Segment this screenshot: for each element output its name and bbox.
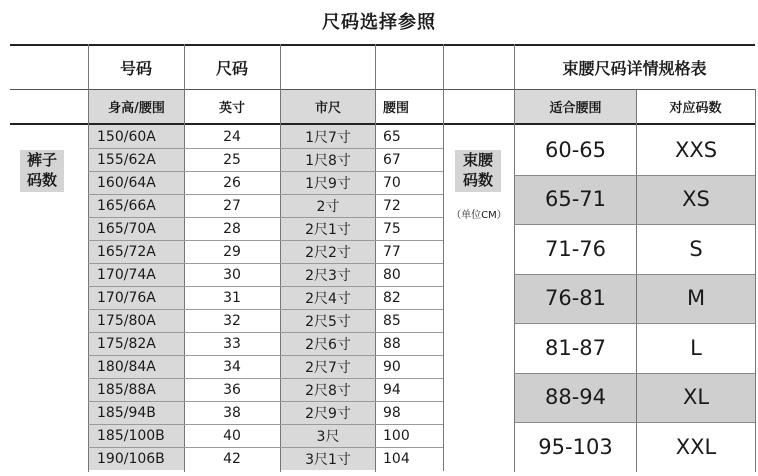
row-divider [88,263,443,264]
pants-height-waist-cell: 170/74A [89,263,184,286]
pants-height-waist-cell: 170/76A [89,286,184,309]
pants-inch-cell: 28 [223,220,241,237]
pants-inch-cell: 32 [223,312,241,329]
row-divider [88,194,443,195]
waist-size-code-cell: XS [637,175,755,225]
row-divider [88,309,443,310]
pants-waist-cell: 70 [383,174,401,191]
pants-waist-cell: 104 [383,450,410,467]
pants-size-label [20,150,64,192]
subheader-height-waist: 身高/腰围 [89,90,184,123]
waist-size-code-cell: XL [637,373,755,423]
pants-inch-cell: 33 [223,335,241,352]
waist-size-code-cell: XXS [674,137,718,162]
pants-height-waist-cell: 165/70A [89,217,184,240]
pants-shichi-cell: 2尺1寸 [281,217,375,240]
pants-height-waist-cell: 160/64A [89,171,184,194]
subheader-inch: 英寸 [218,101,245,116]
pants-shichi-cell: 2尺6寸 [281,332,375,355]
pants-inch-cell: 38 [223,404,241,421]
waist-range-cell: 81-87 [544,335,607,360]
pants-inch-cell: 40 [223,427,241,444]
pants-height-waist-cell: 175/80A [89,309,184,332]
waist-size-code-cell: S [689,236,703,261]
subheader-size-code: 对应码数 [669,101,722,116]
pants-shichi-cell: 3尺1寸 [281,447,375,470]
pants-inch-cell: 24 [223,128,241,145]
waist-range-cell: 76-81 [515,274,636,324]
row-divider [88,424,443,425]
waist-label-line2: 码数 [462,171,493,189]
row-divider [514,323,755,324]
row-divider [514,224,755,225]
pants-shichi-cell: 2寸 [281,194,375,217]
waist-size-code-cell: XXL [675,434,717,459]
waist-range-cell: 95-103 [538,434,613,459]
pants-shichi-cell: 2尺3寸 [281,263,375,286]
pants-waist-cell: 77 [383,243,401,260]
pants-label-line2: 码数 [26,171,57,189]
pants-height-waist-cell: 185/88A [89,378,184,401]
waist-range-cell: 60-65 [544,137,607,162]
row-divider [514,175,755,176]
pants-height-waist-cell: 185/100B [89,424,184,447]
pants-shichi-cell: 1尺8寸 [281,148,375,171]
waist-size-code-cell: M [637,274,755,324]
pants-waist-cell: 100 [383,427,410,444]
pants-shichi-cell: 2尺8寸 [281,378,375,401]
row-divider [88,171,443,172]
pants-height-waist-cell: 155/62A [89,148,184,171]
pants-waist-cell: 90 [383,358,401,375]
pants-waist-cell: 67 [383,151,401,168]
pants-inch-cell: 27 [223,197,241,214]
pants-shichi-cell: 2尺9寸 [281,401,375,424]
pants-inch-cell: 34 [223,358,241,375]
header-hao-ma: 号码 [119,59,152,78]
pants-inch-cell: 26 [223,174,241,191]
row-divider [88,355,443,356]
pants-shichi-cell: 1尺9寸 [281,171,375,194]
pants-shichi-cell: 2尺5寸 [281,309,375,332]
pants-height-waist-cell: 180/84A [89,355,184,378]
subheader-fit-waist: 适合腰围 [515,90,636,123]
unit-note: （单位CM） [451,210,507,221]
row-divider [514,373,755,374]
pants-inch-cell: 42 [223,450,241,467]
pants-height-waist-cell: 190/106B [89,447,184,470]
pants-waist-cell: 85 [383,312,401,329]
waist-range-cell: 65-71 [515,175,636,225]
pants-inch-cell: 36 [223,381,241,398]
subheader-shi-chi: 市尺 [281,90,375,123]
col-divider [755,89,756,472]
pants-waist-cell: 82 [383,289,401,306]
row-divider [88,286,443,287]
pants-waist-cell: 65 [383,128,401,145]
pants-waist-cell: 98 [383,404,401,421]
pants-inch-cell: 29 [223,243,241,260]
col-divider [443,124,444,471]
pants-label-line1: 裤子 [26,151,57,169]
pants-height-waist-cell: 165/66A [89,194,184,217]
row-divider [88,447,443,448]
row-divider [514,422,755,423]
row-divider [88,148,443,149]
pants-shichi-cell: 2尺7寸 [281,355,375,378]
row-divider [88,217,443,218]
pants-shichi-cell: 1尺7寸 [281,125,375,148]
pants-waist-cell: 75 [383,220,401,237]
pants-waist-cell: 88 [383,335,401,352]
header-chi-ma: 尺码 [215,59,248,78]
row-divider [88,401,443,402]
page-title: 尺码选择参照 [322,12,436,33]
row-divider [88,378,443,379]
waist-size-code-cell: L [690,335,702,360]
pants-waist-cell: 80 [383,266,401,283]
waist-label-line1: 束腰 [462,151,493,169]
waist-range-cell: 88-94 [515,373,636,423]
row-divider [88,240,443,241]
waist-size-label [455,150,501,192]
waist-range-cell: 71-76 [544,236,607,261]
pants-inch-cell: 25 [223,151,241,168]
pants-height-waist-cell: 185/94B [89,401,184,424]
col-divider [443,44,444,124]
subheader-waist: 腰围 [383,101,410,116]
pants-waist-cell: 72 [383,197,401,214]
header-waist-spec-title: 束腰尺码详情规格表 [562,59,707,78]
pants-inch-cell: 31 [223,289,241,306]
pants-height-waist-cell: 165/72A [89,240,184,263]
pants-inch-cell: 30 [223,266,241,283]
pants-shichi-cell: 2尺2寸 [281,240,375,263]
pants-height-waist-cell: 175/82A [89,332,184,355]
row-divider [514,274,755,275]
pants-shichi-cell: 2尺4寸 [281,286,375,309]
pants-waist-cell: 94 [383,381,401,398]
pants-shichi-cell: 3尺 [281,424,375,447]
pants-height-waist-cell: 150/60A [89,125,184,148]
row-divider [88,332,443,333]
